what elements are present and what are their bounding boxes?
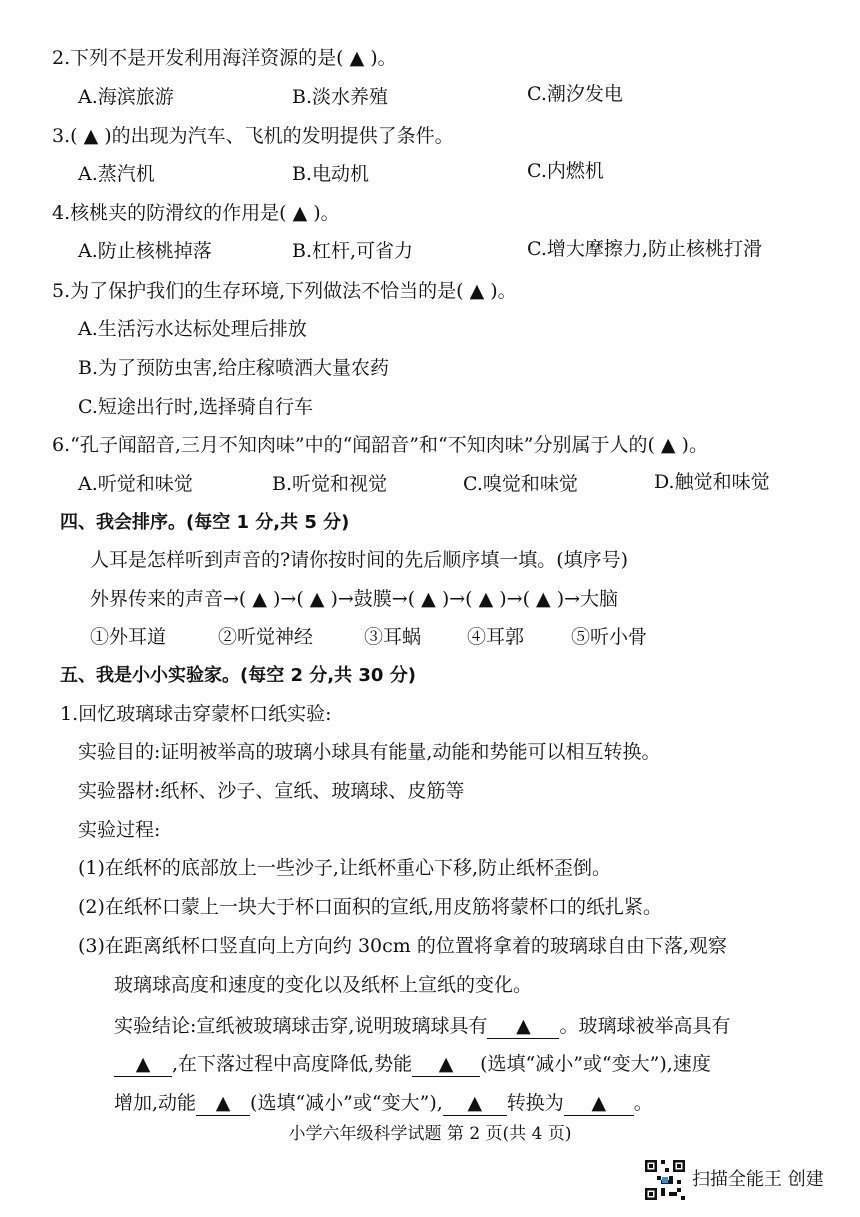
q6-option-a: A.听觉和味觉 — [78, 473, 193, 495]
experiment-step-2: (2)在纸杯口蒙上一块大于杯口面积的宣纸,用皮筋将蒙杯口的纸扎紧。 — [78, 896, 662, 918]
answer-blank[interactable]: ▲ — [487, 1014, 559, 1039]
conclusion-text: 实验结论:宣纸被玻璃球击穿,说明玻璃球具有 — [114, 1015, 488, 1037]
q5-option-c: C.短途出行时,选择骑自行车 — [78, 396, 313, 418]
q6-option-d: D.触觉和味觉 — [654, 471, 770, 493]
hearing-item: ③耳蜗 — [364, 626, 422, 648]
conclusion-text: 。玻璃球被举高具有 — [559, 1015, 731, 1037]
q4-option-a: A.防止核桃掉落 — [78, 240, 212, 262]
section-4-title: 四、我会排序。(每空 1 分,共 5 分) — [60, 512, 350, 533]
conclusion-text: (选填“减小”或“变大”), — [250, 1092, 443, 1114]
q3-option-a: A.蒸汽机 — [78, 163, 155, 185]
conclusion-text: 转换为 — [506, 1092, 564, 1114]
q5-option-a: A.生活污水达标处理后排放 — [78, 318, 307, 340]
section-4-prompt: 人耳是怎样听到声音的?请你按时间的先后顺序填一填。(填序号) — [90, 549, 629, 571]
conclusion-text: 增加,动能 — [114, 1092, 197, 1114]
qr-code-icon — [645, 1160, 685, 1200]
section-5-title: 五、我是小小实验家。(每空 2 分,共 30 分) — [60, 665, 416, 686]
experiment-purpose: 实验目的:证明被举高的玻璃小球具有能量,动能和势能可以相互转换。 — [78, 741, 661, 763]
page-footer: 小学六年级科学试题 第 2 页(共 4 页) — [288, 1124, 572, 1144]
q4-stem: 4.核桃夹的防滑纹的作用是( ▲ )。 — [52, 202, 340, 224]
q6-option-b: B.听觉和视觉 — [272, 473, 388, 495]
q5-stem: 5.为了保护我们的生存环境,下列做法不恰当的是( ▲ )。 — [52, 280, 517, 302]
answer-blank[interactable]: ▲ — [564, 1091, 634, 1116]
experiment-question: 1.回忆玻璃球击穿蒙杯口纸实验: — [60, 703, 332, 725]
q3-stem: 3.( ▲ )的出现为汽车、飞机的发明提供了条件。 — [52, 125, 454, 147]
q5-option-b: B.为了预防虫害,给庄稼喷洒大量农药 — [78, 357, 390, 379]
q6-stem: 6.“孔子闻韶音,三月不知肉味”中的“闻韶音”和“不知肉味”分别属于人的( ▲ )。 — [52, 434, 708, 456]
q2-option-b: B.淡水养殖 — [292, 86, 389, 108]
conclusion-line-1 — [114, 1012, 730, 1040]
experiment-materials: 实验器材:纸杯、沙子、宣纸、玻璃球、皮筋等 — [78, 780, 465, 802]
hearing-item: ④耳郭 — [467, 626, 525, 648]
q2-option-a: A.海滨旅游 — [78, 86, 174, 108]
q3-option-c: C.内燃机 — [527, 160, 604, 182]
conclusion-text: (选填“减小”或“变大”),速度 — [480, 1053, 711, 1075]
q2-option-c: C.潮汐发电 — [527, 83, 623, 105]
answer-blank[interactable]: ▲ — [196, 1091, 250, 1116]
conclusion-text: 。 — [633, 1092, 653, 1114]
q4-option-b: B.杠杆,可省力 — [292, 240, 414, 262]
experiment-step-1: (1)在纸杯的底部放上一些沙子,让纸杯重心下移,防止纸杯歪倒。 — [78, 857, 611, 879]
hearing-sequence: 外界传来的声音→( ▲ )→( ▲ )→鼓膜→( ▲ )→( ▲ )→( ▲ )→大脑 — [90, 588, 619, 610]
conclusion-line-2 — [114, 1050, 711, 1078]
q6-option-c: C.嗅觉和味觉 — [463, 473, 578, 495]
conclusion-line-3 — [114, 1089, 653, 1117]
q3-option-b: B.电动机 — [292, 163, 370, 185]
experiment-step-3-cont: 玻璃球高度和速度的变化以及纸杯上宣纸的变化。 — [114, 974, 533, 996]
experiment-step-3: (3)在距离纸杯口竖直向上方向约 30cm 的位置将拿着的玻璃球自由下落,观察 — [78, 935, 727, 957]
scanner-watermark: 扫描全能王 创建 — [692, 1169, 824, 1190]
q2-stem: 2.下列不是开发利用海洋资源的是( ▲ )。 — [52, 47, 397, 69]
answer-blank[interactable]: ▲ — [412, 1052, 480, 1077]
experiment-process-label: 实验过程: — [78, 819, 161, 841]
hearing-item: ②听觉神经 — [218, 626, 314, 648]
answer-blank[interactable]: ▲ — [114, 1052, 172, 1077]
answer-blank[interactable]: ▲ — [443, 1091, 507, 1116]
hearing-item: ①外耳道 — [90, 626, 167, 648]
q4-option-c: C.增大摩擦力,防止核桃打滑 — [527, 238, 762, 260]
hearing-item: ⑤听小骨 — [571, 626, 648, 648]
conclusion-text: ,在下落过程中高度降低,势能 — [172, 1053, 413, 1075]
